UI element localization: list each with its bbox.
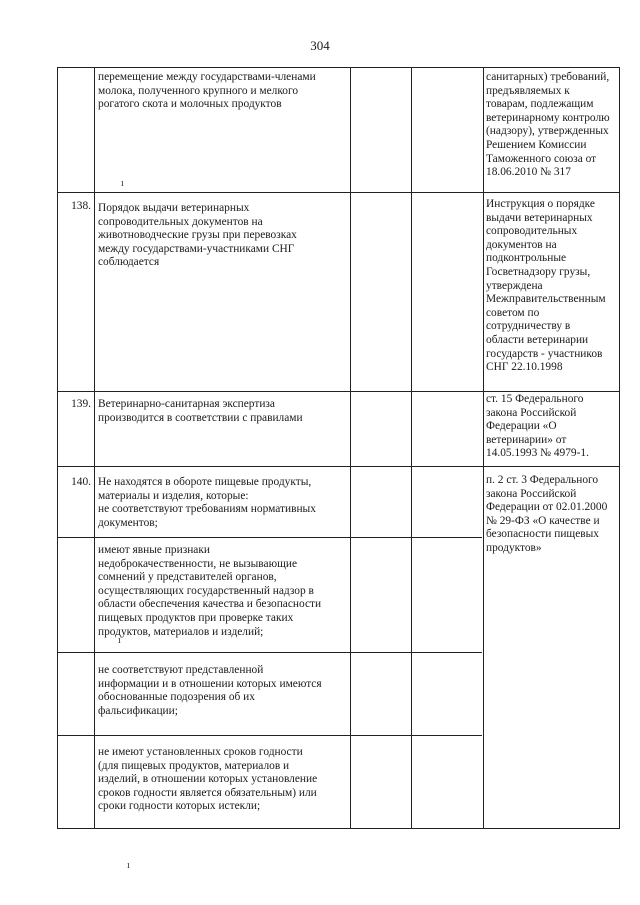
requirement-subitem: имеют явные признаки недоброкачественности, не вызывающие сомнений у представителей органов, осуществляющих государственный надзор в области обеспечения качества и безопасности пищевых продуктов при проверке таких продуктов, материалов и изделий; xyxy=(98,544,322,638)
requirement-text: Не находятся в обороте пищевые продукты, материалы и изделия, которые: не соответствуют требованиям нормативных документов; xyxy=(98,476,316,529)
column-divider xyxy=(350,68,351,828)
row-divider xyxy=(58,466,619,467)
row-number: 138. xyxy=(71,200,91,212)
legal-reference: санитарных) требований, предъявляемых к товарам, подлежащим ветеринарному контролю (надзору), утвержденных Решением Комиссии Таможенного союза от 18.06.2010 № 317 xyxy=(486,71,610,179)
subrow-divider xyxy=(58,537,482,538)
page-number: 304 xyxy=(310,38,330,53)
subrow-divider xyxy=(58,652,482,653)
subrow-divider xyxy=(58,735,482,736)
row-divider xyxy=(58,192,619,193)
requirement-subitem: не имеют установленных сроков годности (для пищевых продуктов, материалов и изделий, в отношении которых установление сроков годности является обязательным) или сроки годности которых истекли; xyxy=(98,746,318,813)
legal-reference: Инструкция о порядке выдачи ветеринарных сопроводительных документов на подконтрольные Госветнадзору грузы, утверждена Межправительственным советом по сотрудничеству в области ветеринарии государств - участников СНГ 22.10.1998 xyxy=(486,198,606,374)
legal-reference: п. 2 ст. 3 Федерального закона Российской Федерации от 02.01.2000 № 29-ФЗ «О качестве и безопасности пищевых продуктов» xyxy=(486,474,608,554)
scan-mark: ı xyxy=(118,635,121,646)
row-divider xyxy=(58,391,619,392)
column-divider xyxy=(411,68,412,828)
column-divider xyxy=(94,68,95,828)
requirement-text: Порядок выдачи ветеринарных сопроводительных документов на животноводческие грузы при перевозках между государствами-участниками СНГ соблюдается xyxy=(98,202,297,269)
scan-mark: ı xyxy=(127,860,130,871)
requirement-text: перемещение между государствами-членами молока, полученного крупного и мелкого рогатого скота и молочных продуктов xyxy=(98,71,316,111)
requirement-subitem: не соответствуют представленной информации и в отношении которых имеются обоснованные подозрения об их фальсификации; xyxy=(98,664,322,717)
legal-reference: ст. 15 Федерального закона Российской Федерации «О ветеринарии» от 14.05.1993 № 4979-1. xyxy=(486,393,589,460)
requirement-text: Ветеринарно-санитарная экспертиза производится в соответствии с правилами xyxy=(98,398,303,424)
inspection-table xyxy=(57,67,620,829)
row-number: 140. xyxy=(71,476,91,488)
row-number: 139. xyxy=(71,398,91,410)
column-divider xyxy=(483,68,484,828)
scan-mark: ı xyxy=(121,178,124,189)
